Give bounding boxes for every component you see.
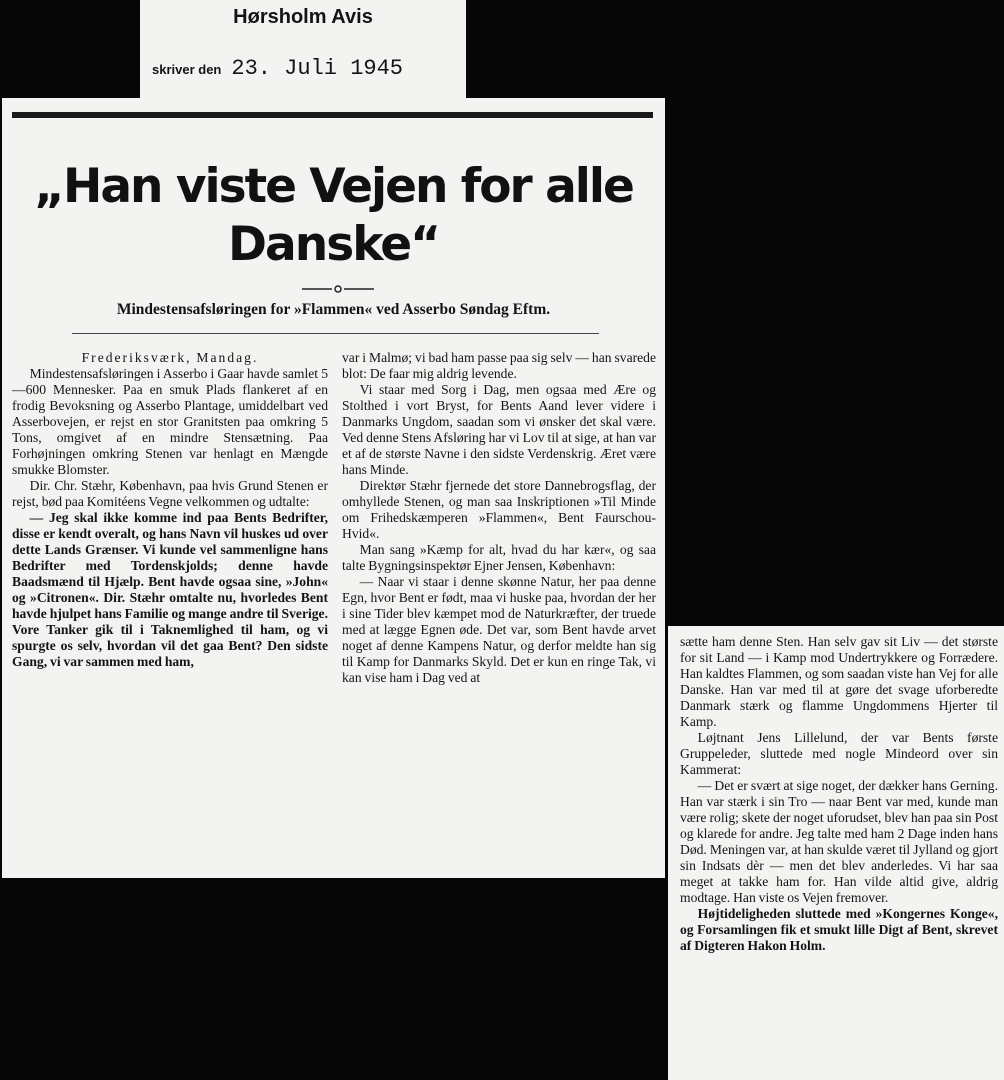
- paragraph: Mindestensafsløringen i Asserbo i Gaar havde samlet 5—600 Mennesker. Paa en smuk Plads flankeret af en frodig Bevoksning og Asserbo Plantage, umiddelbart ved Asserbovejen, er rejst en stor Granitsten paa omkring 5 Tons, omgivet af en mindre Stensætning. Paa Forhøjningen omkring Stenen var henlagt en Mængde smukke Blomster.: [12, 366, 328, 477]
- paragraph: Man sang »Kæmp for alt, hvad du har kær«, og saa talte Bygningsinspektør Ejner Jensen, København:: [342, 542, 656, 573]
- paragraph: var i Malmø; vi bad ham passe paa sig selv — han svarede blot: De faar mig aldrig levende.: [342, 350, 656, 381]
- article-continuation-clipping: [668, 626, 1004, 1080]
- paragraph: Højtideligheden sluttede med »Kongernes Konge«, og Forsamlingen fik et smukt lille Digt af Bent, skrevet af Digteren Hakon Holm.: [680, 906, 998, 953]
- top-rule: [12, 112, 653, 118]
- paragraph: Løjtnant Jens Lillelund, der var Bents første Gruppeleder, sluttede med nogle Mindeord over sin Kammerat:: [680, 730, 998, 777]
- date-value: 23. Juli 1945: [231, 56, 404, 81]
- headline: „Han viste Vejen for alle Danske“: [34, 159, 633, 272]
- masthead-clipping: [140, 0, 466, 98]
- paragraph: — Naar vi staar i denne skønne Natur, her paa denne Egn, hvor Bent er født, maa vi huske paa, hvordan der her i sine Tider blev kæmpet mod de Naturkræfter, der truede med at lægge Egnen øde. Det var, som Bent havde arvet noget af denne Kampens Natur, og derfor meldte han sig til Kamp for Danmarks Skyld. Det er kun en ringe Tak, vi kan vise ham i Dag ved at: [342, 574, 656, 685]
- ornament-divider: [302, 284, 374, 294]
- article-clipping: [2, 98, 665, 878]
- paragraph: Dir. Chr. Stæhr, København, paa hvis Grund Stenen er rejst, bød paa Komitéens Vegne velkommen og udtalte:: [12, 478, 328, 509]
- paragraph: Direktør Stæhr fjernede det store Dannebrogsflag, der omhyllede Stenen, og man saa Inskriptionen »Til Minde om Frihedskæmperen »Flammen«, Bent Faurschou-Hvid«.: [342, 478, 656, 541]
- paragraph: Vi staar med Sorg i Dag, men ogsaa med Ære og Stolthed i vort Bryst, for Bents Aand lever videre i Danmarks Ungdom, saadan som vi ønsker det skal være. Ved denne Stens Afsløring har vi Lov til at sige, at han var et af de største Navne i den sidste Verdenskrig. Æret være hans Minde.: [342, 382, 656, 477]
- paragraph: — Jeg skal ikke komme ind paa Bents Bedrifter, disse er kendt overalt, og hans Navn vil huskes ud over dette Lands Grænser. Vi kunde vel sammenligne hans Bedrifter med Tordenskjolds; denne havde Baadsmænd til Hjælp. Bent havde ogsaa sine, »John« og »Citronen«. Dir. Stæhr omtalte nu, hvorledes Bent havde hjulpet hans Familie og mange andre til Sverige. Vore Tanker gik til i Taknemlighed til ham, og vi spurgte os selv, hvordan vil det gaa Bent? Den sidste Gang, vi var sammen med ham,: [12, 510, 328, 669]
- paragraph: — Det er svært at sige noget, der dækker hans Gerning. Han var stærk i sin Tro — naar Bent var med, kunde man være rolig; skete der noget uforudset, blev han paa sin Post og klarede for andre. Jeg talte med ham 2 Dage inden hans Død. Meningen var, at han skulde været til Jylland og gjort sin Indsats dèr — men det blev anderledes. Vi har saa meget at takke ham for. Han vilde altid give, aldrig modtage. Han viste os Vejen fremover.: [680, 778, 998, 905]
- article-column-left: [12, 350, 328, 670]
- date-label: skriver den: [152, 62, 222, 77]
- subtitle: Mindestensafsløringen for »Flammen« ved Asserbo Søndag Eftm.: [116, 301, 551, 318]
- subtitle-rule: [72, 333, 599, 334]
- date-row: [152, 56, 403, 81]
- newspaper-name: Hørsholm Avis: [233, 6, 373, 28]
- paragraph: sætte ham denne Sten. Han selv gav sit Liv — det største for sit Land — i Kamp mod Undertrykkere og Forrædere. Han kaldtes Flammen, og som saadan viste han Vej for alle Danske. Han var med til at gøre det svage uforberedte Danmark stærk og flamme Ungdommens Hjerter til Kamp.: [680, 634, 998, 729]
- dateline: Frederiksværk, Mandag.: [81, 350, 259, 365]
- article-column-middle: [342, 350, 656, 686]
- article-column-right: [680, 634, 998, 954]
